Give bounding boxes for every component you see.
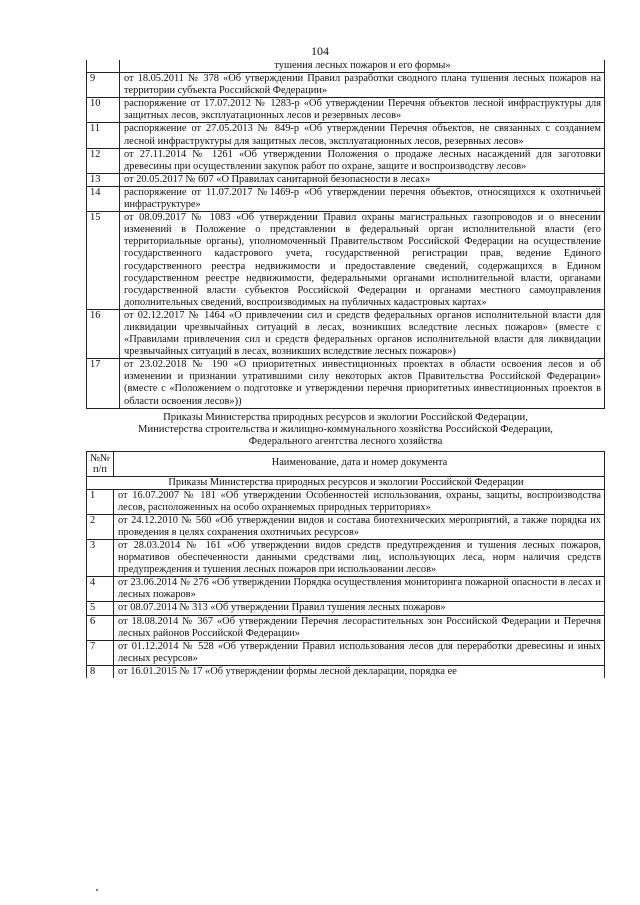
row-text: распоряжение от 27.05.2013 № 849-р «Об утверждении Перечня объектов, не связанных с созданием лесной инфраструктуры для защитных лесов, эксплуатационных лесов, резервных лесов» bbox=[120, 123, 605, 148]
table-subheader: Приказы Министерства природных ресурсов и экологии Российской Федерации bbox=[87, 476, 605, 489]
row-number: 11 bbox=[87, 123, 120, 148]
row-text: распоряжение от 11.07.2017 №1469-р «Об утверждении перечня объектов, относящихся к охотничьей инфраструктуре» bbox=[120, 186, 605, 211]
table-header-row bbox=[87, 451, 605, 476]
table-row bbox=[87, 489, 605, 514]
row-number bbox=[87, 60, 120, 73]
table-row bbox=[87, 359, 605, 408]
row-number: 7 bbox=[87, 640, 114, 665]
table-row bbox=[87, 186, 605, 211]
row-text: от 16.01.2015 № 17 «Об утверждении формы лесной декларации, порядка ее bbox=[114, 665, 605, 678]
row-text: от 23.02.2018 № 190 «О приоритетных инвестиционных проектах в области освоения лесов и об изменении и признании утратившими силу некоторых актов Правительства Российской Федерации» (вместе с «Положением о подготовке и утверждении перечня приоритетных инвестиционных проектов в области освоения лесов»)) bbox=[120, 359, 605, 408]
row-number: 15 bbox=[87, 212, 120, 310]
table-row bbox=[87, 98, 605, 123]
table-row bbox=[87, 212, 605, 310]
row-number: 1 bbox=[87, 489, 114, 514]
section-title-line: Министерства строительства и жилищно-коммунального хозяйства Российской Федерации, bbox=[138, 423, 553, 435]
scan-dot-mark bbox=[95, 888, 99, 892]
row-text: от 28.03.2014 № 161 «Об утверждении видов средств предупреждения и тушения лесных пожаров, нормативов обеспеченности данными средствами лиц, использующих леса, норм наличия средств предупреждения и тушения лесных пожаров при использовании лесов» bbox=[114, 539, 605, 576]
row-number: 4 bbox=[87, 577, 114, 602]
row-number: 5 bbox=[87, 602, 114, 615]
table-row bbox=[87, 615, 605, 640]
table-row bbox=[87, 665, 605, 678]
row-text: от 01.12.2014 № 528 «Об утверждении Правил использования лесов для переработки древесины и иных лесных ресурсов» bbox=[114, 640, 605, 665]
row-text: от 18.05.2011 № 378 «Об утверждении Правил разработки сводного плана тушения лесных пожаров на территории субъекта Российской Федерации» bbox=[120, 73, 605, 98]
row-number: 13 bbox=[87, 173, 120, 186]
section-title-line: Федерального агентства лесного хозяйства bbox=[248, 436, 443, 448]
row-number: 3 bbox=[87, 539, 114, 576]
row-text: от 18.08.2014 № 367 «Об утверждении Перечня лесорастительных зон Российской Федерации и Перечня лесных районов Российской Федерации» bbox=[114, 615, 605, 640]
row-number: 16 bbox=[87, 309, 120, 358]
header-number: №№ п/п bbox=[87, 451, 114, 476]
table-row bbox=[87, 309, 605, 358]
table-row bbox=[87, 640, 605, 665]
table-row bbox=[87, 173, 605, 186]
row-number: 10 bbox=[87, 98, 120, 123]
ministry-orders-table bbox=[86, 451, 605, 679]
row-number: 12 bbox=[87, 148, 120, 173]
row-text: от 08.07.2014 № 313 «Об утверждении Правил тушения лесных пожаров» bbox=[114, 602, 605, 615]
row-text: от 02.12.2017 № 1464 «О привлечении сил и средств федеральных органов исполнительной власти для ликвидации чрезвычайных ситуаций в лесах, возникших вследствие лесных пожаров» (вместе с «Правилами привлечения сил и средств федеральных органов исполнительной власти для ликвидации чрезвычайных ситуаций в лесах, возникших вследствие лесных пожаров») bbox=[120, 309, 605, 358]
row-number: 2 bbox=[87, 514, 114, 539]
page-number: 104 bbox=[311, 44, 329, 58]
table-row bbox=[87, 148, 605, 173]
row-text: от 08.09.2017 № 1083 «Об утверждении Правил охраны магистральных газопроводов и о внесении изменений в Положение о представлении в федеральный орган исполнительной власти (его территориальные органы), уполномоченный Правительством Российской Федерации на осуществление государственного кадастрового учета, государственной регистрации прав, ведение Единого государственного реестра недвижимости и предоставление сведений, содержащихся в Едином государственном реестре недвижимости, федеральными органами исполнительной власти, органами государственной власти субъектов Российской Федерации и органами местного самоуправления дополнительных сведений, воспроизводимых на публичных кадастровых картах» bbox=[120, 212, 605, 310]
row-number: 6 bbox=[87, 615, 114, 640]
table-row bbox=[87, 577, 605, 602]
table-row bbox=[87, 514, 605, 539]
row-text: от 23.06.2014 № 276 «Об утверждении Порядка осуществления мониторинга пожарной опасности в лесах и лесных пожаров» bbox=[114, 577, 605, 602]
table-row bbox=[87, 73, 605, 98]
header-name: Наименование, дата и номер документа bbox=[114, 451, 605, 476]
row-text: от 20.05.2017 № 607 «О Правилах санитарной безопасности в лесах» bbox=[120, 173, 605, 186]
row-number: 9 bbox=[87, 73, 120, 98]
row-number: 8 bbox=[87, 665, 114, 678]
row-text: распоряжение от 17.07.2012 № 1283-р «Об утверждении Перечня объектов лесной инфраструктуры для защитных лесов, эксплуатационных лесов и резервных лесов» bbox=[120, 98, 605, 123]
row-text: от 24.12.2010 № 560 «Об утверждении видов и состава биотехнических мероприятий, а также порядка их проведения в целях сохранения охотничьих ресурсов» bbox=[114, 514, 605, 539]
table-row bbox=[87, 539, 605, 576]
row-text: от 16.07.2007 № 181 «Об утверждении Особенностей использования, охраны, защиты, воспроизводства лесов, расположенных на особо охраняемых природных территориях» bbox=[114, 489, 605, 514]
table-subheader-row bbox=[87, 476, 605, 489]
section-title-line: Приказы Министерства природных ресурсов и экологии Российской Федерации, bbox=[163, 411, 528, 423]
row-number: 14 bbox=[87, 186, 120, 211]
document-body bbox=[86, 60, 605, 678]
row-text: тушения лесных пожаров и его формы» bbox=[120, 60, 605, 73]
table-row bbox=[87, 123, 605, 148]
section-title bbox=[86, 412, 605, 449]
government-acts-table bbox=[86, 60, 605, 409]
row-number: 17 bbox=[87, 359, 120, 408]
table-row-continuation bbox=[87, 60, 605, 73]
row-text: от 27.11.2014 № 1261 «Об утверждении Положения о продаже лесных насаждений для заготовки древесины при осуществлении закупок работ по охране, защите и воспроизводству лесов» bbox=[120, 148, 605, 173]
table-row bbox=[87, 602, 605, 615]
